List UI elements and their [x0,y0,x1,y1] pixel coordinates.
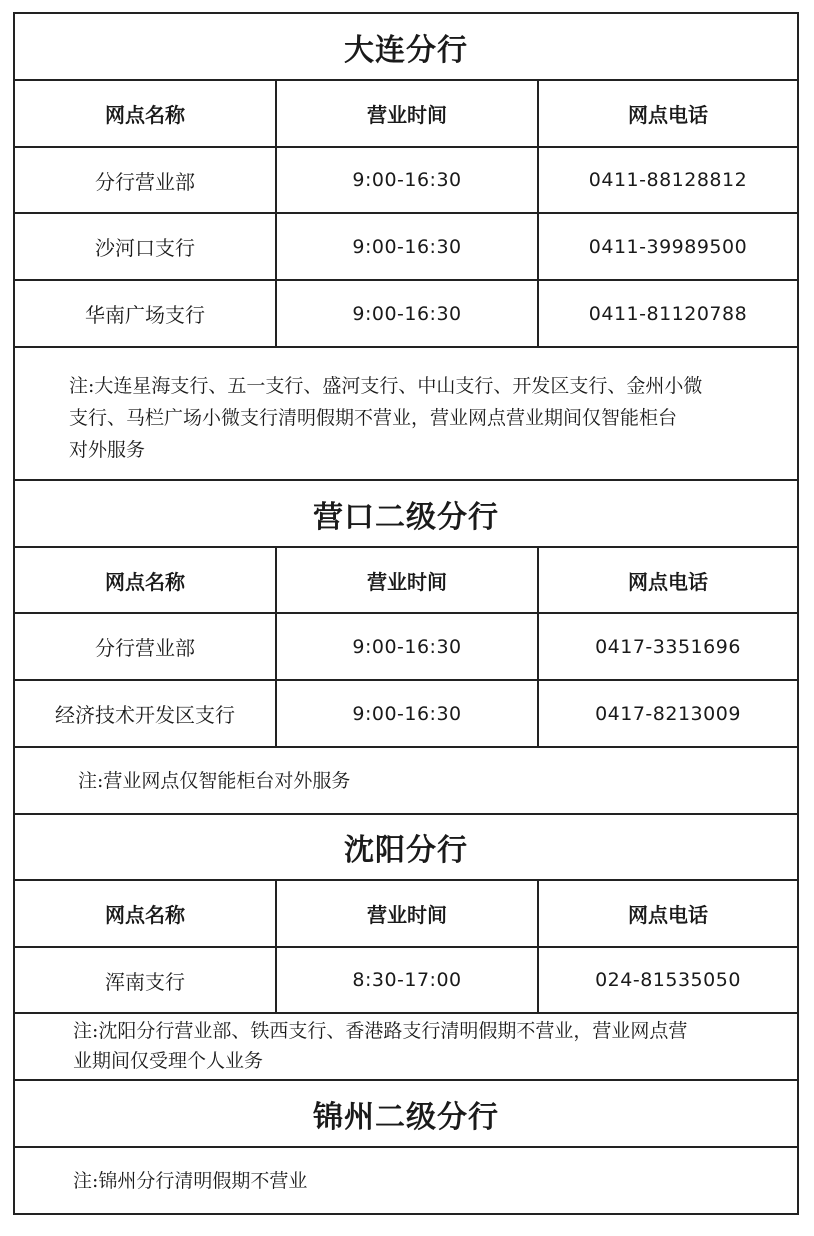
branch-phone: 0411-39989500 [588,235,748,258]
header-business-hours: 营业时间 [277,881,539,946]
business-hours: 9:00-16:30 [277,681,539,746]
header-business-hours: 营业时间 [277,548,539,612]
business-hours: 9:00-16:30 [277,214,539,279]
branch-name: 浑南支行 [15,948,277,1012]
header-branch-phone: 网点电话 [628,569,708,594]
branch-phone: 024-81535050 [595,969,741,991]
table-row [15,214,797,281]
business-hours: 9:00-16:30 [277,148,539,212]
section-title-jinzhou: 锦州二级分行 [15,1081,797,1148]
branch-name: 沙河口支行 [15,214,277,279]
note-line: 对外服务 [69,439,146,461]
table-row [15,148,797,214]
branch-name: 分行营业部 [15,148,277,212]
business-hours: 9:00-16:30 [277,281,539,346]
table-row [15,614,797,681]
note-line: 注:大连星海支行、五一支行、盛河支行、中山支行、开发区支行、金州小微 [69,375,703,397]
branch-phone: 0417-8213009 [595,702,741,725]
header-branch-name: 网点名称 [15,81,277,146]
table-row [15,681,797,748]
note-line: 支行、马栏广场小微支行清明假期不营业，营业网点营业期间仅智能柜台 [69,407,678,429]
section-title-shenyang: 沈阳分行 [15,815,797,881]
branch-phone: 0417-3351696 [595,635,741,658]
section-note-jinzhou [15,1148,797,1213]
table-row [15,948,797,1014]
section-title-yingkou: 营口二级分行 [15,481,797,548]
header-branch-name: 网点名称 [15,881,277,946]
branch-name: 分行营业部 [15,614,277,679]
table-row [15,281,797,348]
note-line: 业期间仅受理个人业务 [73,1050,264,1072]
section-note-dalian [15,348,797,481]
header-branch-name: 网点名称 [15,548,277,612]
table-header-row [15,881,797,948]
section-note-shenyang [15,1014,797,1081]
note-line: 注:锦州分行清明假期不营业 [73,1170,308,1192]
branch-name: 经济技术开发区支行 [15,681,277,746]
section-note-yingkou [15,748,797,815]
header-branch-phone: 网点电话 [628,103,708,127]
branch-name: 华南广场支行 [15,281,277,346]
header-branch-phone: 网点电话 [628,903,708,927]
business-hours: 9:00-16:30 [277,614,539,679]
business-hours: 8:30-17:00 [277,948,539,1012]
table-header-row [15,81,797,148]
branch-phone: 0411-81120788 [588,302,748,325]
section-title-dalian: 大连分行 [15,14,797,81]
header-business-hours: 营业时间 [277,81,539,146]
branch-phone: 0411-88128812 [588,169,748,191]
note-line: 注:营业网点仅智能柜台对外服务 [78,770,351,792]
table-header-row [15,548,797,614]
note-line: 注:沈阳分行营业部、铁西支行、香港路支行清明假期不营业，营业网点营 [73,1020,688,1042]
branch-hours-table [13,12,799,1215]
